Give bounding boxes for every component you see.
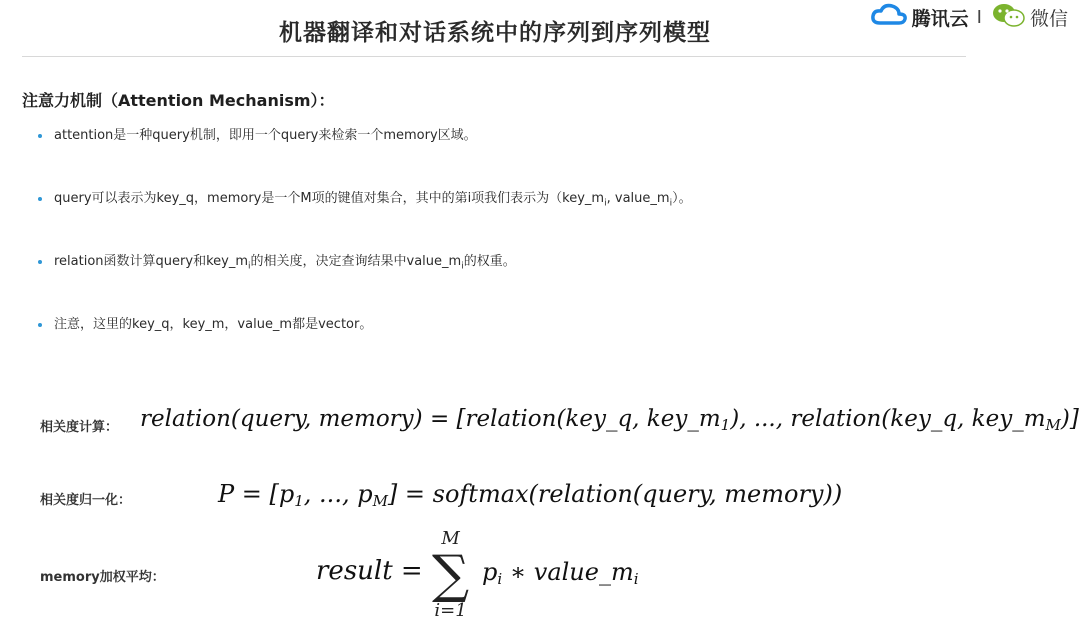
wechat-icon xyxy=(990,1,1026,34)
tencent-cloud-icon xyxy=(870,3,908,32)
weighted-rhs: $p_i$ ∗ $value\_m_i$ xyxy=(482,558,639,588)
sigma-symbol: ∑ xyxy=(432,545,470,605)
list-item xyxy=(38,189,1038,252)
list-item xyxy=(38,252,1038,315)
weighted-label: memory加权平均： xyxy=(40,570,165,585)
brand-logos xyxy=(870,4,1068,30)
weighted-lhs: result = xyxy=(316,556,423,586)
relation-label: 相关度计算： xyxy=(40,420,119,435)
summation xyxy=(432,528,469,622)
sum-lower-limit: i=1 xyxy=(434,600,467,621)
bullet-text: relation函数计算query和$key\_m_i$的相关度，决定查询结果中$value\_m_i$的权重。 xyxy=(54,254,516,272)
bullet-dot-icon xyxy=(38,323,42,327)
bullet-list xyxy=(38,126,1038,378)
tencent-cloud-label: 腾讯云 xyxy=(911,7,969,30)
bullet-dot-icon xyxy=(38,260,42,264)
bullet-dot-icon xyxy=(38,134,42,138)
bullet-text: 注意，这里的key_q，key_m，value_m都是vector。 xyxy=(54,317,373,332)
relation-formula: relation(query, memory) = [relation(key_q, $key\_m_1$), ..., relation(key_q, $key\_m_M$)] xyxy=(140,406,1079,434)
title-divider xyxy=(22,56,966,57)
brand-separator: I xyxy=(976,6,982,28)
section-heading: 注意力机制（Attention Mechanism）： xyxy=(22,91,335,110)
normalize-label: 相关度归一化： xyxy=(40,493,132,508)
sum-upper-limit: M xyxy=(441,528,460,549)
bullet-dot-icon xyxy=(38,197,42,201)
bullet-text: query可以表示为key_q，memory是一个M项的键值对集合，其中的第i项我们表示为（$key\_m_i$, $value\_m_i$）。 xyxy=(54,191,692,209)
wechat-label: 微信 xyxy=(1029,7,1068,30)
bullet-text: attention是一种query机制，即用一个query来检索一个memory区域。 xyxy=(54,128,477,143)
list-item xyxy=(38,126,1038,189)
page-title: 机器翻译和对话系统中的序列到序列模型 xyxy=(279,20,711,46)
normalize-formula: $P = [p_1$, ..., $p_M$] = softmax(relation(query, memory)) xyxy=(218,480,843,510)
list-item xyxy=(38,315,1038,378)
